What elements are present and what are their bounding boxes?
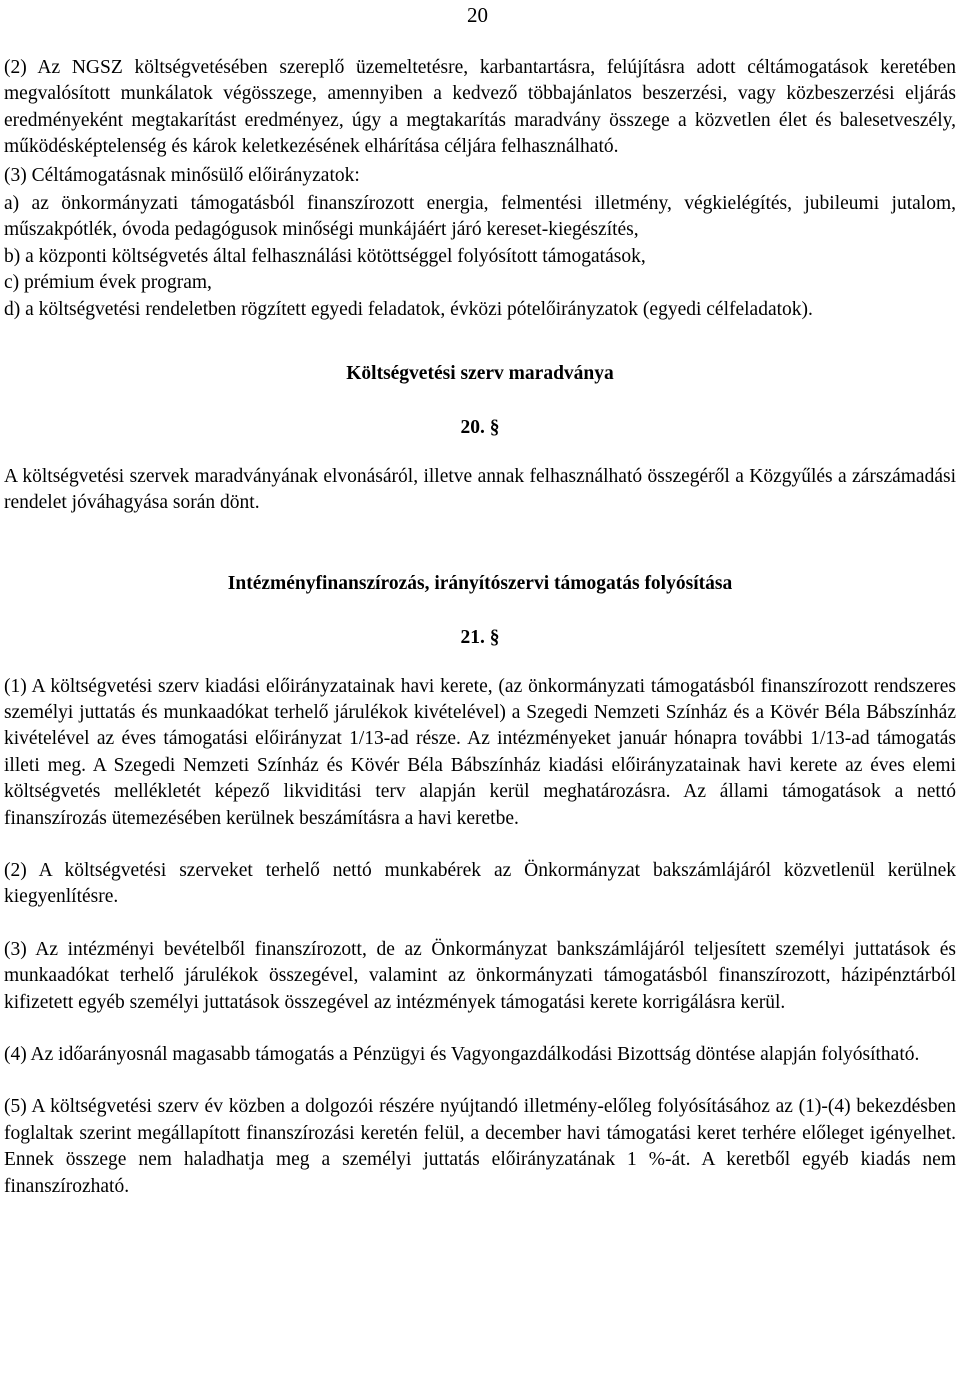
paragraph-3-c: c) prémium évek program, [4, 272, 212, 294]
section-number-21: 21. § [460, 627, 500, 649]
page-number: 20 [467, 3, 488, 27]
section-heading-intezmenyfinanszirozas: Intézményfinanszírozás, irányítószervi támogatás folyósítása [227, 572, 733, 594]
paragraph-20: A költségvetési szervek maradványának elvonásáról, illetve annak felhasználható összegéről a Közgyűlés a zárszámadási rendelet jóváhagyása során dönt. [4, 465, 956, 514]
paragraph-3-a: a) az önkormányzati támogatásból finanszírozott energia, felmentési illetmény, végkielégítés, jubileumi jutalom, műszakpótlék, óvoda pedagógusok minőségi munkájáért járó kereset-kiegészítés, [4, 193, 956, 241]
paragraph-3-intro: (3) Céltámogatásnak minősülő előirányzatok: [4, 164, 360, 186]
paragraph-2: (2) Az NGSZ költségvetésében szereplő üzemeltetésre, karbantartásra, felújításra adott céltámogatások keretében megvalósított munkálatok végösszege, amennyiben a kedvező többajánlatos beszerzési, vagy közbeszerzési eljárás eredményeként megtakarítást eredményez, úgy a megtakarítás maradvány összege a közvetlen élet és balesetveszély, működésképtelenség és károk keletkezésének elhárítása céljára felhasználható. [4, 57, 956, 158]
paragraph-3-d: d) a költségvetési rendeletben rögzített egyedi feladatok, évközi pótelőirányzatok (egyedi célfeladatok). [4, 298, 813, 320]
paragraph-21-4: (4) Az időarányosnál magasabb támogatás a Pénzügyi és Vagyongazdálkodási Bizottság döntése alapján folyósítható. [4, 1043, 920, 1065]
paragraph-21-1: (1) A költségvetési szerv kiadási előirányzatainak havi kerete, (az önkormányzati támogatásból finanszírozott rendszeres személyi juttatás és munkaadókat terhelő járulékok kivételével) a Szegedi Nemzeti Színház és a Kövér Béla Bábszínház kivételével az éves támogatási előirányzat 1/13-ad része. Az intézményeket január hónapra további 1/13-ad támogatás illeti meg. A Szegedi Nemzeti Színház és Kövér Béla Bábszínház kiadási előirányzatainak havi kerete az éves elemi költségvetés mellékletét képező likviditási terv alapján kerül meghatározásra. Az állami támogatások a nettó finanszírozás ütemezésében kerülnek beszámításra a havi keretbe. [4, 675, 956, 829]
section-number-20: 20. § [460, 417, 500, 439]
paragraph-21-3: (3) Az intézményi bevételből finanszírozott, de az Önkormányzat bankszámlájáról teljesített személyi juttatások és munkaadókat terhelő járulékok összegével, valamint az önkormányzati támogatásból finanszírozott, házipénztárból kifizetett egyéb személyi juttatások összegével az intézmények támogatási kerete korrigálásra kerül. [4, 938, 956, 1013]
paragraph-21-2: (2) A költségvetési szerveket terhelő nettó munkabérek az Önkormányzat bakszámlájáról közvetlenül kerülnek kiegyenlítésre. [4, 859, 956, 908]
paragraph-21-5: (5) A költségvetési szerv év közben a dolgozói részére nyújtandó illetmény-előleg folyósításához az (1)-(4) bekezdésben foglaltak szerint megállapított finanszírozási keretén felül, a december havi támogatási keret terhére előleget igényelhet. Ennek összege nem haladhatja meg a személyi juttatás előirányzatának 1 %-át. A keretből egyéb kiadás nem finanszírozható. [4, 1096, 956, 1197]
paragraph-3-b: b) a központi költségvetés által felhasználási kötöttséggel folyósított támogatások, [4, 245, 646, 267]
page-body [4, 55, 956, 1200]
section-heading-maradvany: Költségvetési szerv maradványa [346, 363, 614, 385]
